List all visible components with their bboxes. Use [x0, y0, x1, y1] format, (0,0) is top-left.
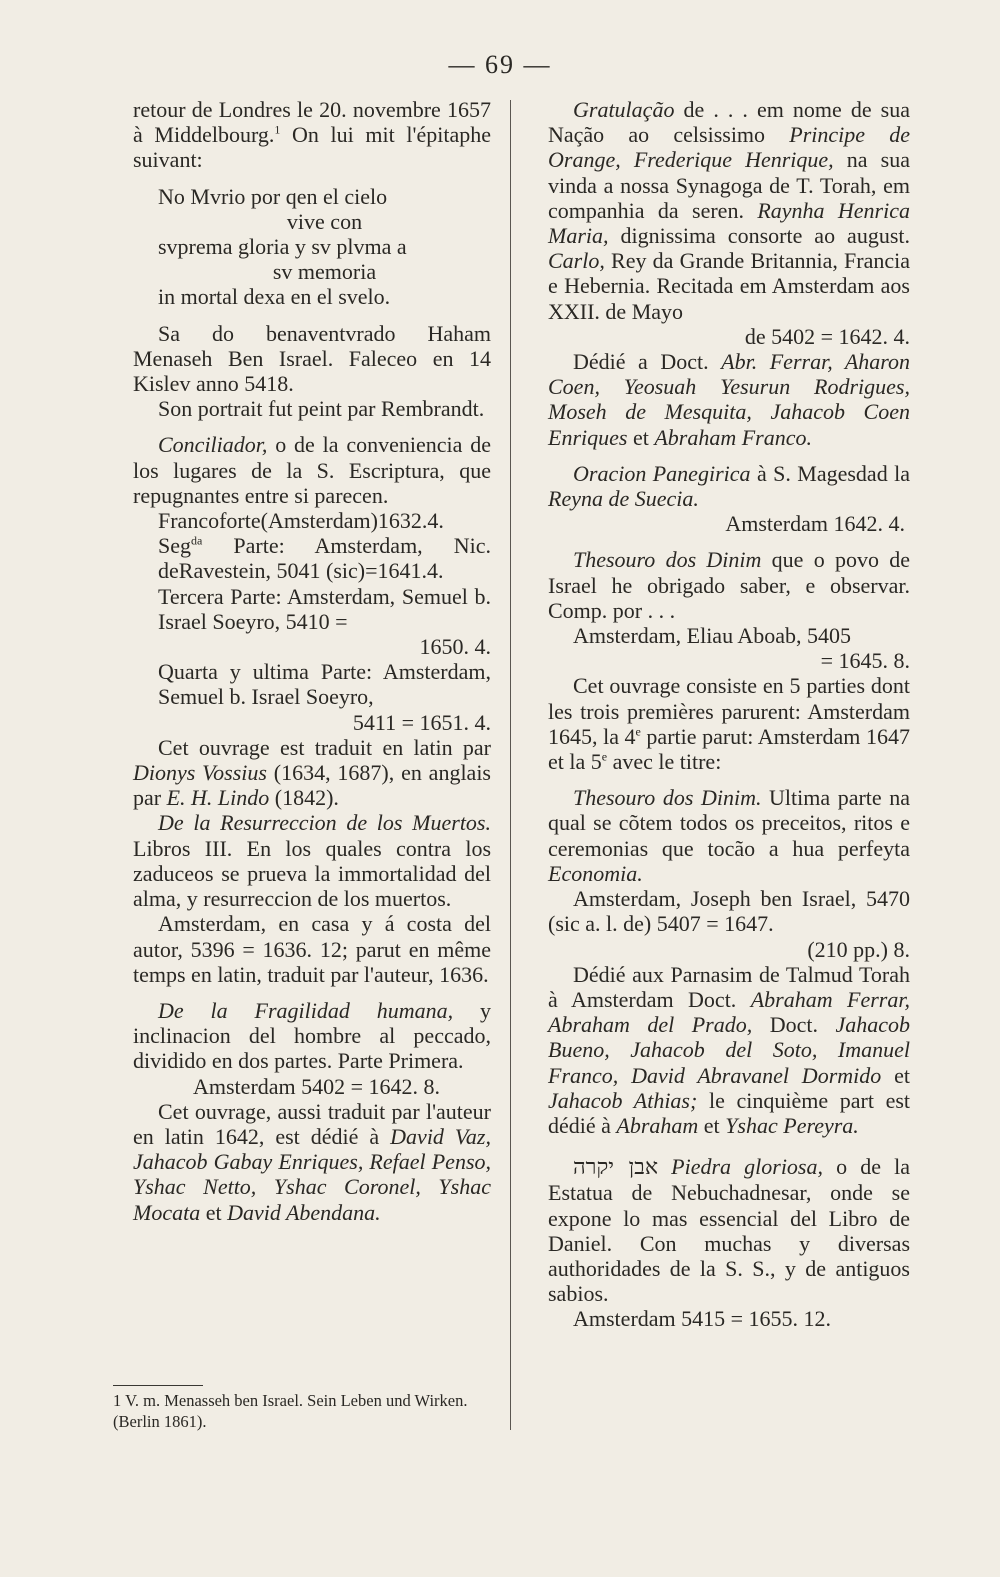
- dedication: [548, 349, 910, 450]
- text-run: y inclinacion del hombre al peccado, dividido en dos partes. Parte Primera.: [133, 997, 491, 1074]
- text-run: et: [698, 1112, 726, 1138]
- text-run: Economia.: [548, 860, 643, 886]
- edition-line: [133, 533, 491, 583]
- paragraph: Sa do benaventvrado Haham Menaseh Ben Israel. Faleceo en 14 Kislev anno 5418.: [133, 320, 491, 397]
- text-run: Conciliador,: [158, 432, 268, 458]
- book-entry-title: [548, 97, 910, 324]
- text-run: E. H. Lindo: [166, 785, 270, 811]
- text-run: Cet ouvrage est traduit en latin par: [158, 734, 491, 760]
- text-run: Reyna de Suecia.: [548, 486, 699, 512]
- edition-line: Amsterdam 5415 = 1655. 12.: [573, 1306, 832, 1332]
- footnote: [113, 1390, 493, 1432]
- footnote-ref: 1: [274, 122, 281, 137]
- text-run: Doct.: [752, 1012, 836, 1038]
- text-run: Dédié aux Parnasim de Talmud Torah à Amsterdam Doct.: [548, 961, 910, 1012]
- dedication: [548, 962, 910, 1138]
- text-run: Raynha Henrica Maria,: [548, 197, 910, 249]
- text-run: Carlo,: [548, 248, 605, 274]
- text-run: Yshac Pereyra.: [725, 1112, 859, 1138]
- text-run: De la Resurreccion de los Muertos.: [158, 810, 491, 836]
- edition-line: 5411 = 1651. 4.: [352, 709, 491, 735]
- book-entry-title: [133, 432, 491, 508]
- left-column: [133, 97, 491, 1225]
- superscript: e: [601, 749, 608, 764]
- text-run: Seg: [158, 533, 191, 559]
- book-entry-title: [548, 547, 910, 623]
- edition-line: Francoforte(Amsterdam)1632.4.: [158, 508, 444, 534]
- superscript: da: [191, 533, 203, 548]
- text-run: Abraham Ferrar, Abraham del Prado,: [548, 986, 910, 1038]
- superscript: e: [635, 724, 641, 739]
- text-run: Parte: Amsterdam, Nic. deRavestein, 5041 (sic)=1641.4.: [158, 533, 491, 584]
- column-divider: [510, 100, 511, 1430]
- text-run: o de la Estatua de Nebuchadnesar, onde se expone lo mas essencial del Libro de Daniel. Con muchas y diversas authoridades de la S. S., y de antiguos sabios.: [548, 1154, 910, 1307]
- text-run: Piedra gloriosa,: [671, 1154, 823, 1180]
- book-entry-title: [548, 1154, 910, 1306]
- text-run: le cinquième part est dédié à: [548, 1087, 911, 1138]
- book-entry-title: [133, 810, 491, 911]
- paragraph: [548, 673, 910, 774]
- epitaph-line: vive con: [286, 208, 363, 234]
- edition-line: 1650. 4.: [419, 634, 491, 660]
- text-run: Dionys Vossius: [133, 760, 267, 786]
- paragraph: [133, 97, 491, 173]
- page-number: — 69 —: [448, 50, 552, 79]
- text-run: na sua vinda a nossa Synagoga de T. Torah, em companhia da seren.: [548, 147, 910, 223]
- text-run: Oracion Panegirica: [573, 460, 751, 486]
- edition-line: Amsterdam, en casa y á costa del autor, 5396 = 1636. 12; parut en même temps en latin, traduit par l'auteur, 1636.: [133, 911, 491, 987]
- hebrew-title: אבן יקרה: [573, 1155, 659, 1181]
- text-run: avec le titre:: [607, 749, 722, 775]
- text-run: Principe de Orange, Frederique Henrique,: [548, 122, 910, 173]
- text-run: (1842).: [269, 785, 339, 811]
- text-run: Thesouro dos Dinim.: [573, 785, 762, 811]
- epitaph-line: in mortal dexa en el svelo.: [158, 284, 391, 310]
- text-run: Ultima parte na qual se cõtem todos os preceitos, ritos e ceremonias que tocão a hua perfeyta: [548, 785, 910, 861]
- epitaph-line: No Mvrio por qen el cielo: [158, 183, 388, 209]
- text-run: Abraham Franco.: [654, 424, 812, 450]
- text-run: que o povo de Israel he obrigado saber, e observar. Comp. por . . .: [548, 547, 910, 623]
- text-run: et: [627, 424, 655, 450]
- edition-line: Amsterdam 1642. 4.: [725, 511, 905, 537]
- epitaph: [133, 184, 491, 310]
- book-entry-title: [133, 998, 491, 1074]
- text-run: dignissima consorte ao august.: [608, 223, 910, 249]
- book-entry-title: [548, 785, 910, 886]
- text-run: David Vaz, Jahacob Gabay Enriques, Refael Penso, Yshac Netto, Yshac Coronel, Yshac Mocata: [133, 1123, 491, 1225]
- text-run: (1634, 1687), en anglais par: [133, 760, 491, 811]
- text-run: Abr. Ferrar, Aharon Coen, Yeosuah Yesurun Rodrigues, Moseh de Mesquita, Jahacob Coen Enriques: [548, 349, 911, 450]
- text-run: De la Fragilidad humana,: [158, 997, 454, 1023]
- book-entry-title: [548, 461, 910, 511]
- paragraph: [133, 735, 491, 811]
- text-run: et: [881, 1062, 910, 1088]
- edition-line: = 1645. 8.: [820, 648, 910, 674]
- edition-line: Amsterdam, Eliau Aboab, 5405: [573, 623, 852, 649]
- text-run: de . . . em nome de sua Nação ao celsissimo: [548, 97, 910, 148]
- text-run: Cet ouvrage consiste en 5 parties dont les trois premières parurent: Amsterdam 1645, la 4: [548, 673, 910, 749]
- paragraph: Son portrait fut peint par Rembrandt.: [158, 396, 485, 422]
- text-run: Cet ouvrage, aussi traduit par l'auteur en latin 1642, est dédié à: [133, 1098, 491, 1149]
- text-run: retour de Londres le 20. novembre 1657 à Middelbourg.: [133, 97, 491, 148]
- text-run: Jahacob Bueno, Jahacob del Soto, Imanuel Franco, David Abravanel Dormido: [548, 1012, 910, 1088]
- edition-line: (210 pp.) 8.: [807, 936, 910, 962]
- edition-line: Amsterdam, Joseph ben Israel, 5470 (sic a. l. de) 5407 = 1647.: [548, 886, 910, 937]
- text-run: Rey da Grande Britannia, Francia e Hebernia. Recitada em Amsterdam aos XXII. de Mayo: [548, 248, 910, 324]
- edition-line: Amsterdam 5402 = 1642. 8.: [193, 1073, 441, 1099]
- text-run: Libros III. En los quales contra los zaduceos se prueva la immortalidad del alma, y resurreccion de los muertos.: [133, 835, 491, 912]
- text-run: Gratulação: [573, 97, 675, 122]
- text-run: partie parut: Amsterdam 1647 et la 5: [548, 723, 910, 775]
- text-run: o de la conveniencia de los lugares de la S. Escriptura, que repugnantes entre si parecen.: [133, 432, 491, 508]
- epitaph-line: sv memoria: [272, 259, 377, 285]
- text-run: à S. Magesdad la: [750, 460, 910, 486]
- paragraph: [133, 1099, 491, 1225]
- footnote-rule: [113, 1385, 203, 1386]
- edition-line: de 5402 = 1642. 4.: [744, 323, 910, 349]
- text-run: Dédié a Doct.: [573, 349, 722, 375]
- text-run: Abraham: [616, 1112, 699, 1138]
- text-run: On lui mit l'épitaphe suivant:: [133, 122, 491, 173]
- footnote-text: 1 V. m. Menasseh ben Israel. Sein Leben und Wirken. (Berlin 1861).: [113, 1391, 468, 1431]
- text-run: et: [200, 1199, 228, 1225]
- edition-line: Tercera Parte: Amsterdam, Semuel b. Israel Soeyro, 5410 =: [158, 583, 491, 634]
- edition-line: Quarta y ultima Parte: Amsterdam, Semuel b. Israel Soeyro,: [158, 659, 491, 710]
- text-run: David Abendana.: [227, 1199, 381, 1225]
- text-run: Jahacob Athias;: [548, 1087, 698, 1113]
- right-column: [548, 97, 910, 1332]
- text-run: Thesouro dos Dinim: [573, 547, 762, 573]
- epitaph-line: svprema gloria y sv plvma a: [158, 234, 407, 260]
- text-run: [658, 1154, 671, 1179]
